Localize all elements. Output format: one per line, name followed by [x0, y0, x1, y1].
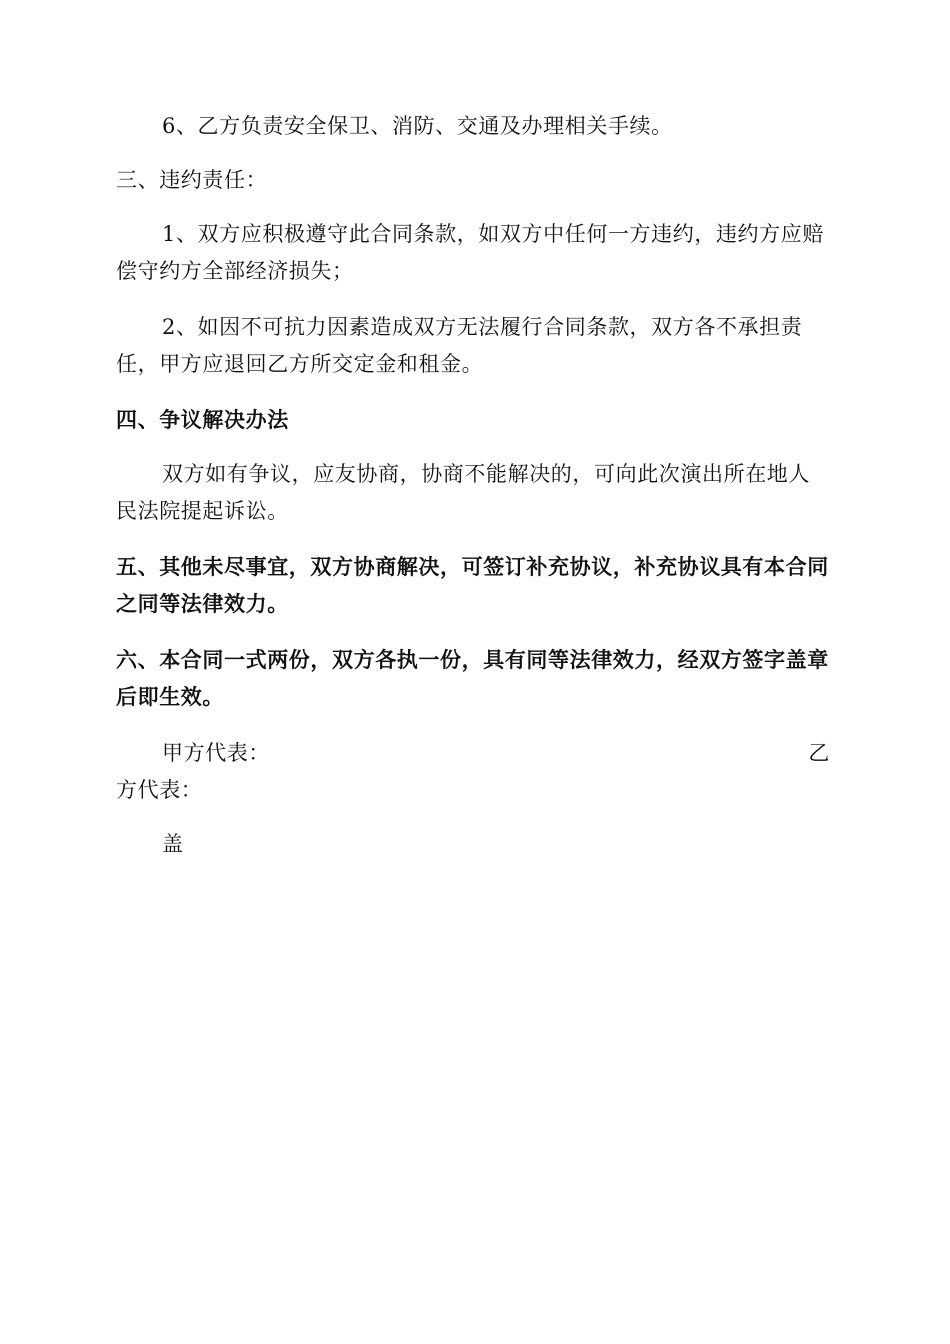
- signature-row: [116, 735, 830, 772]
- section-3-item-1: 1、双方应积极遵守此合同条款，如双方中任何一方违约，违约方应赔偿守约方全部经济损失；: [116, 222, 824, 283]
- section-6-clause: 六、本合同一式两份，双方各执一份，具有同等法律效力，经双方签字盖章后即生效。: [116, 648, 829, 709]
- seal-label: 盖: [162, 832, 184, 856]
- party-b-representative-label-end: 方代表：: [116, 778, 203, 802]
- section-5-clause: 五、其他未尽事宜，双方协商解决，可签订补充协议，补充协议具有本合同之同等法律效力。: [116, 555, 829, 616]
- clause-item-6: 6、乙方负责安全保卫、消防、交通及办理相关手续。: [162, 114, 673, 138]
- signature-block: [116, 735, 830, 863]
- party-b-representative-label-start: 乙: [808, 741, 830, 765]
- section-3-item-2: 2、如因不可抗力因素造成双方无法履行合同条款，双方各不承担责任，甲方应退回乙方所交定金和租金。: [116, 315, 803, 376]
- section-3-title: 三、违约责任：: [116, 168, 268, 192]
- contract-body: [116, 108, 830, 863]
- section-4-title: 四、争议解决办法: [116, 408, 289, 432]
- section-4-body: 双方如有争议，应友协商，协商不能解决的，可向此次演出所在地人民法院提起诉讼。: [116, 462, 810, 523]
- party-a-representative-label: 甲方代表：: [162, 741, 270, 765]
